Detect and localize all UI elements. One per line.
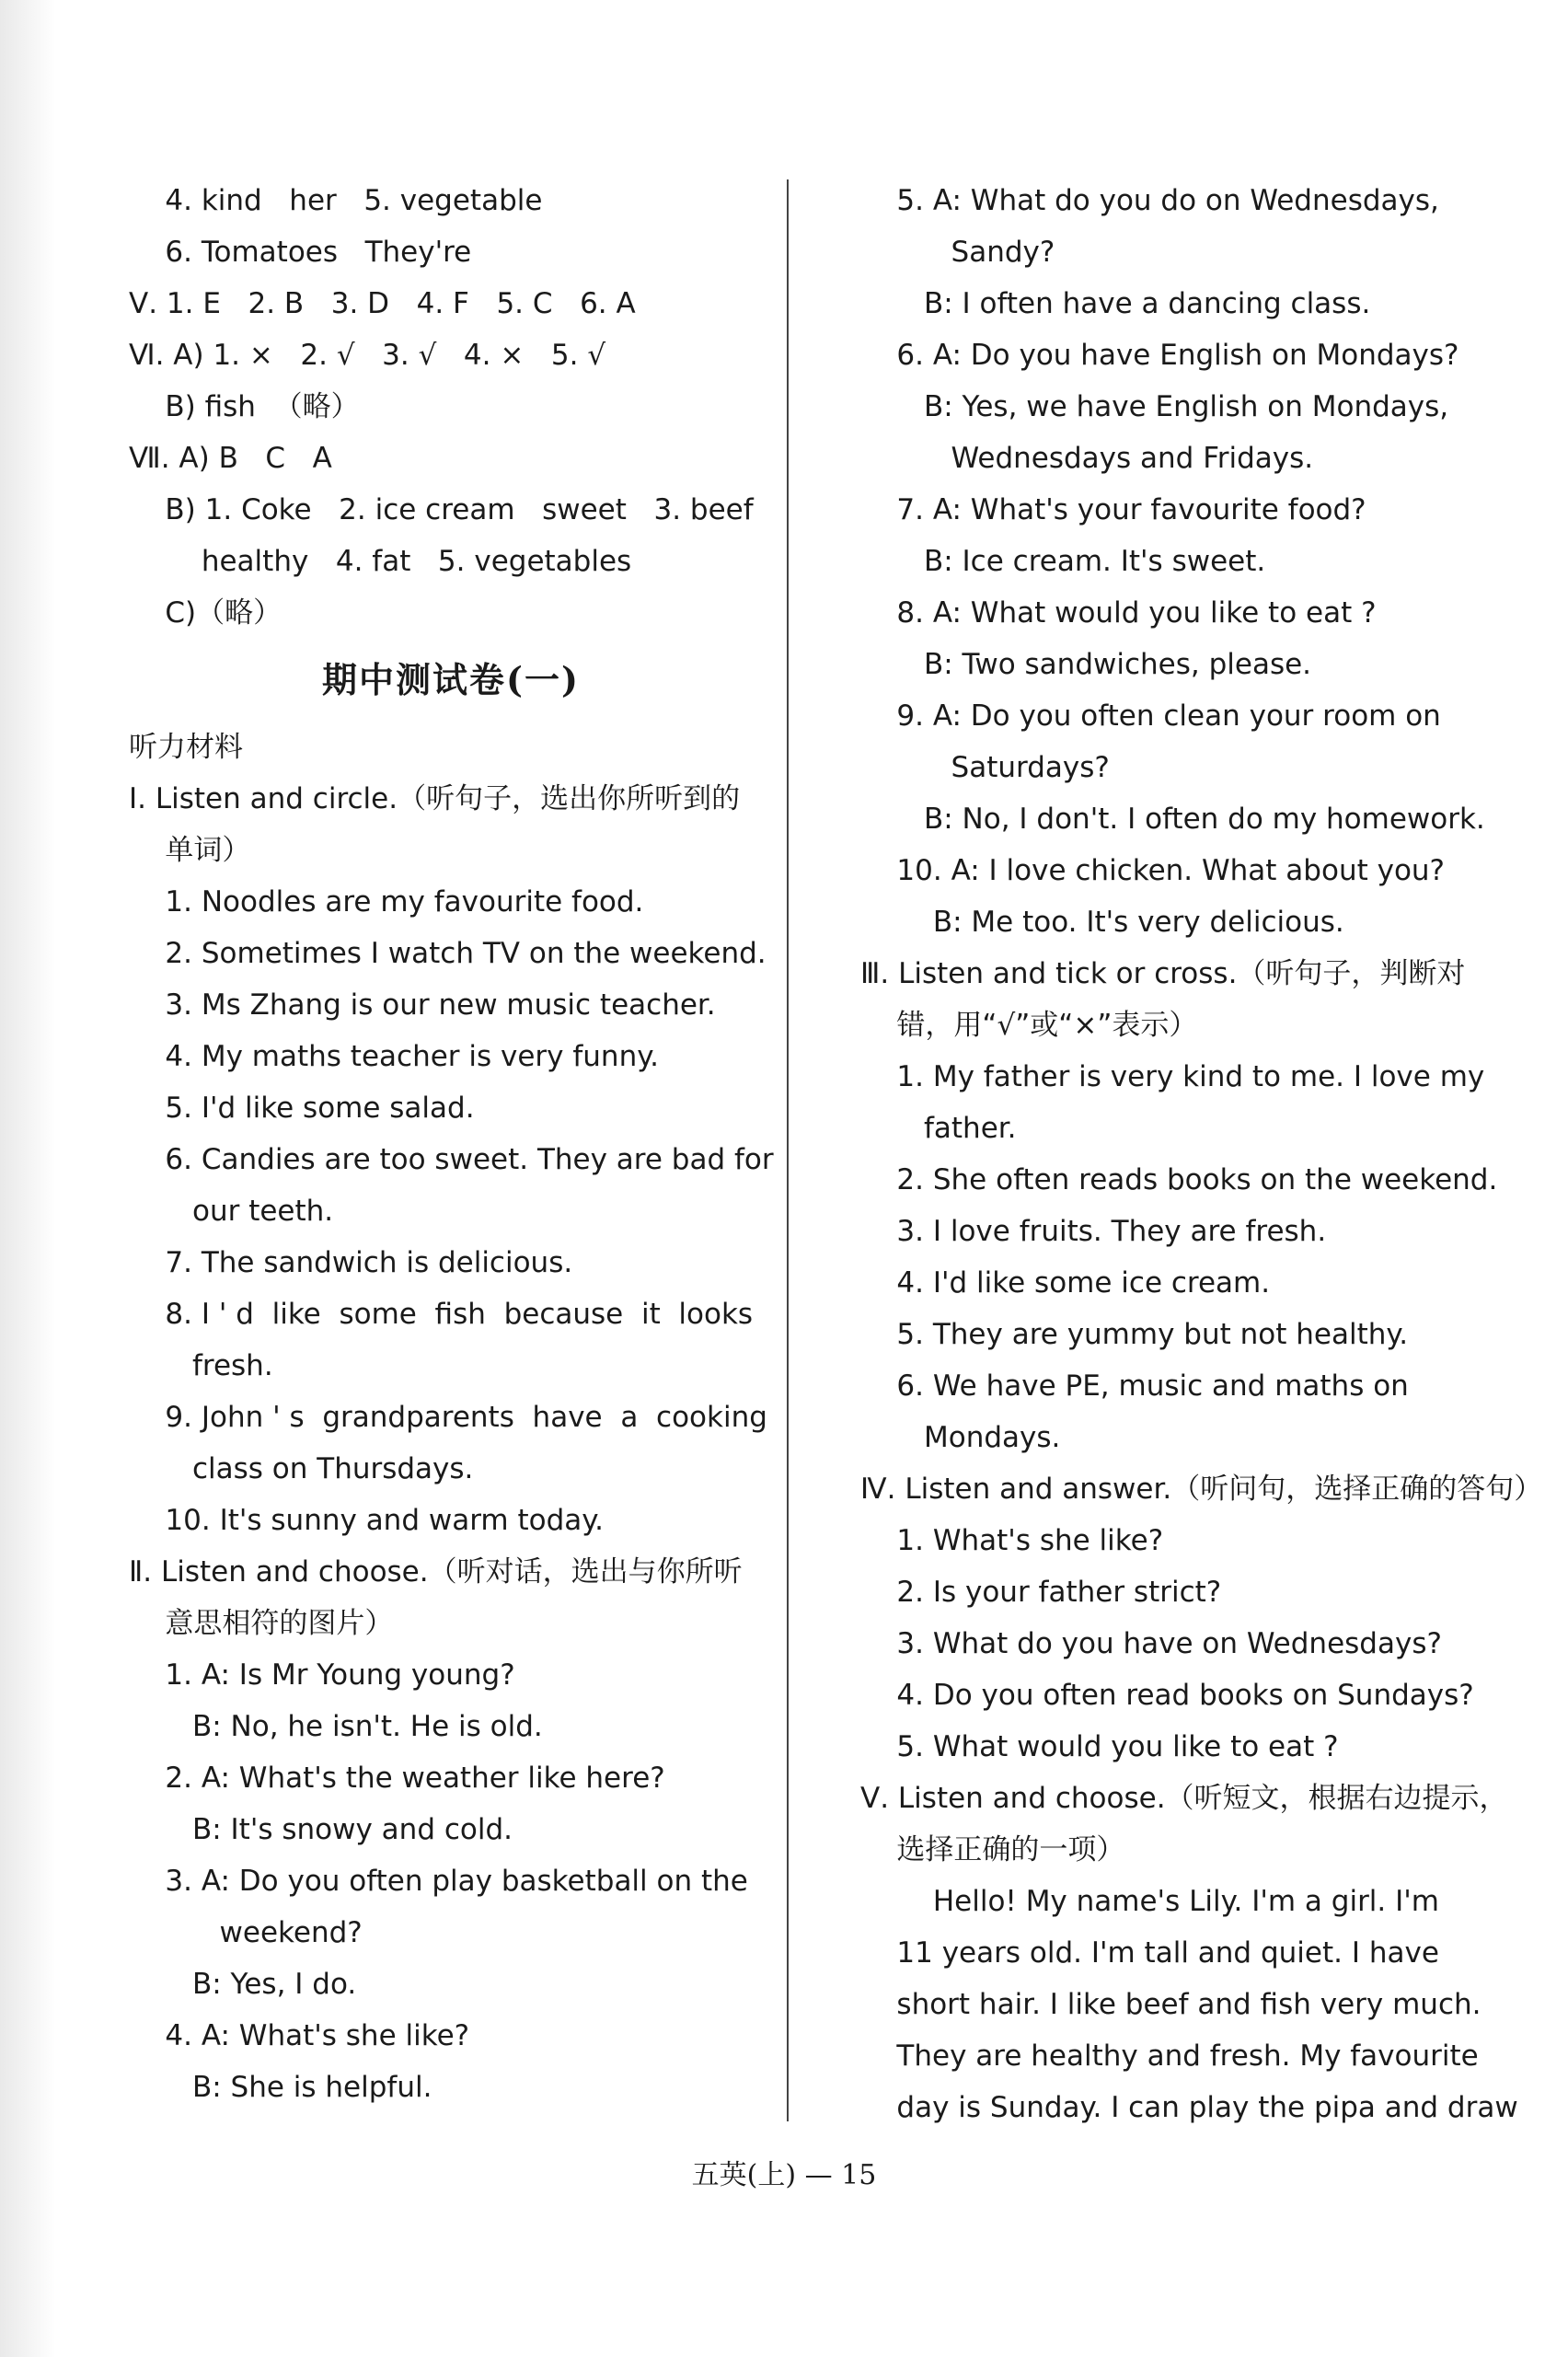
text-line: 3. What do you have on Wednesdays? [860, 1627, 1442, 1660]
text-line: Ⅰ. Listen and circle.（听句子，选出你所听到的 [129, 782, 741, 815]
column-divider [787, 179, 789, 2121]
text-line: 单词） [129, 834, 251, 867]
text-line: 4. My maths teacher is very funny. [129, 1040, 659, 1073]
text-line: B: Ice cream. It's sweet. [860, 545, 1266, 578]
text-line: Ⅳ. Listen and answer.（听问句，选择正确的答句） [860, 1473, 1543, 1506]
text-line: 1. A: Is Mr Young young? [129, 1658, 515, 1692]
text-line: Sandy? [860, 236, 1055, 269]
text-line: 4. Do you often read books on Sundays? [860, 1679, 1474, 1712]
text-line: 选择正确的一项） [860, 1833, 1125, 1866]
text-line: 6. A: Do you have English on Mondays? [860, 339, 1459, 372]
text-line: 11 years old. I'm tall and quiet. I have [860, 1936, 1439, 1970]
text-line: 2. Is your father strict? [860, 1576, 1222, 1609]
text-line: Ⅵ. A) 1. × 2. √ 3. √ 4. × 5. √ [129, 339, 606, 372]
text-line: 6. We have PE, music and maths on [860, 1369, 1409, 1403]
text-line: our teeth. [129, 1195, 334, 1228]
text-line: B: She is helpful. [129, 2071, 432, 2104]
text-line: 7. A: What's your favourite food? [860, 493, 1366, 526]
text-line: 6. Candies are too sweet. They are bad for [129, 1143, 774, 1176]
text-line: 5. A: What do you do on Wednesdays, [860, 184, 1439, 217]
text-line: fresh. [129, 1349, 273, 1382]
text-line: Wednesdays and Fridays. [860, 442, 1314, 475]
text-line: Ⅴ. 1. E 2. B 3. D 4. F 5. C 6. A [129, 287, 636, 320]
text-line: 3. Ms Zhang is our new music teacher. [129, 988, 716, 1022]
text-line: weekend? [129, 1916, 363, 1949]
text-line: Ⅲ. Listen and tick or cross.（听句子，判断对 [860, 957, 1466, 990]
text-line: 4. I'd like some ice cream. [860, 1266, 1271, 1300]
text-line: 意思相符的图片） [129, 1607, 394, 1640]
right-column [860, 175, 1543, 2133]
text-line: 1. What's she like? [860, 1524, 1164, 1557]
text-line: 4. kind her 5. vegetable [129, 184, 543, 217]
answer-key-block [129, 175, 773, 639]
section-title: 期中测试卷(一) [322, 659, 580, 700]
page-edge-shadow [0, 0, 55, 2357]
text-line: B: No, I don't. I often do my homework. [860, 803, 1485, 836]
page-footer: 五英(上) — 15 [691, 2159, 877, 2191]
text-line: 8. A: What would you like to eat ? [860, 596, 1377, 630]
text-line: 5. They are yummy but not healthy. [860, 1318, 1409, 1351]
text-line: 10. It's sunny and warm today. [129, 1504, 605, 1537]
text-line: class on Thursdays. [129, 1452, 474, 1485]
text-line: Ⅶ. A) B C A [129, 442, 332, 475]
text-line: B: Yes, we have English on Mondays, [860, 390, 1449, 423]
text-line: B: It's snowy and cold. [129, 1813, 513, 1846]
text-line: 9. John ' s grandparents have a cooking [129, 1401, 767, 1434]
text-line: Ⅱ. Listen and choose.（听对话，选出与你所听 [129, 1555, 743, 1589]
text-line: They are healthy and fresh. My favourite [860, 2039, 1479, 2073]
text-line: 5. I'd like some salad. [129, 1092, 475, 1125]
text-line: short hair. I like beef and fish very much. [860, 1988, 1482, 2021]
text-line: B: Two sandwiches, please. [860, 648, 1312, 681]
text-line: 2. A: What's the weather like here? [129, 1762, 665, 1795]
text-line: day is Sunday. I can play the pipa and draw [860, 2091, 1518, 2124]
text-line: father. [860, 1112, 1017, 1145]
text-line: 4. A: What's she like? [129, 2019, 470, 2052]
text-line: Ⅴ. Listen and choose.（听短文，根据右边提示， [860, 1782, 1508, 1815]
text-line: C)（略） [129, 596, 282, 630]
text-line: 2. Sometimes I watch TV on the weekend. [129, 937, 767, 970]
text-line: 错，用“√”或“×”表示） [860, 1009, 1198, 1042]
text-line: healthy 4. fat 5. vegetables [129, 545, 632, 578]
text-line: B: I often have a dancing class. [860, 287, 1371, 320]
text-line: 9. A: Do you often clean your room on [860, 699, 1441, 733]
text-line: B) 1. Coke 2. ice cream sweet 3. beef [129, 493, 754, 526]
text-line: 8. I ' d like some fish because it looks [129, 1298, 754, 1331]
left-column [129, 175, 773, 2113]
text-line: B: Me too. It's very delicious. [860, 906, 1344, 939]
text-line: 6. Tomatoes They're [129, 236, 472, 269]
text-line: 3. I love fruits. They are fresh. [860, 1215, 1327, 1248]
text-line: 10. A: I love chicken. What about you? [860, 854, 1446, 887]
text-line: 听力材料 [129, 731, 243, 764]
text-line: 1. My father is very kind to me. I love my [860, 1060, 1485, 1093]
text-line: 5. What would you like to eat ? [860, 1730, 1339, 1763]
text-line: 3. A: Do you often play basketball on the [129, 1865, 748, 1898]
text-line: Hello! My name's Lily. I'm a girl. I'm [860, 1885, 1439, 1918]
text-line: 1. Noodles are my favourite food. [129, 885, 644, 919]
text-line: Saturdays? [860, 751, 1110, 784]
text-line: Mondays. [860, 1421, 1061, 1454]
text-line: B: No, he isn't. He is old. [129, 1710, 543, 1743]
text-line: B: Yes, I do. [129, 1968, 357, 2001]
text-line: B) fish （略） [129, 390, 360, 423]
text-line: 2. She often reads books on the weekend. [860, 1163, 1498, 1196]
listening-material-block [129, 722, 773, 2113]
text-line: 7. The sandwich is delicious. [129, 1246, 573, 1279]
